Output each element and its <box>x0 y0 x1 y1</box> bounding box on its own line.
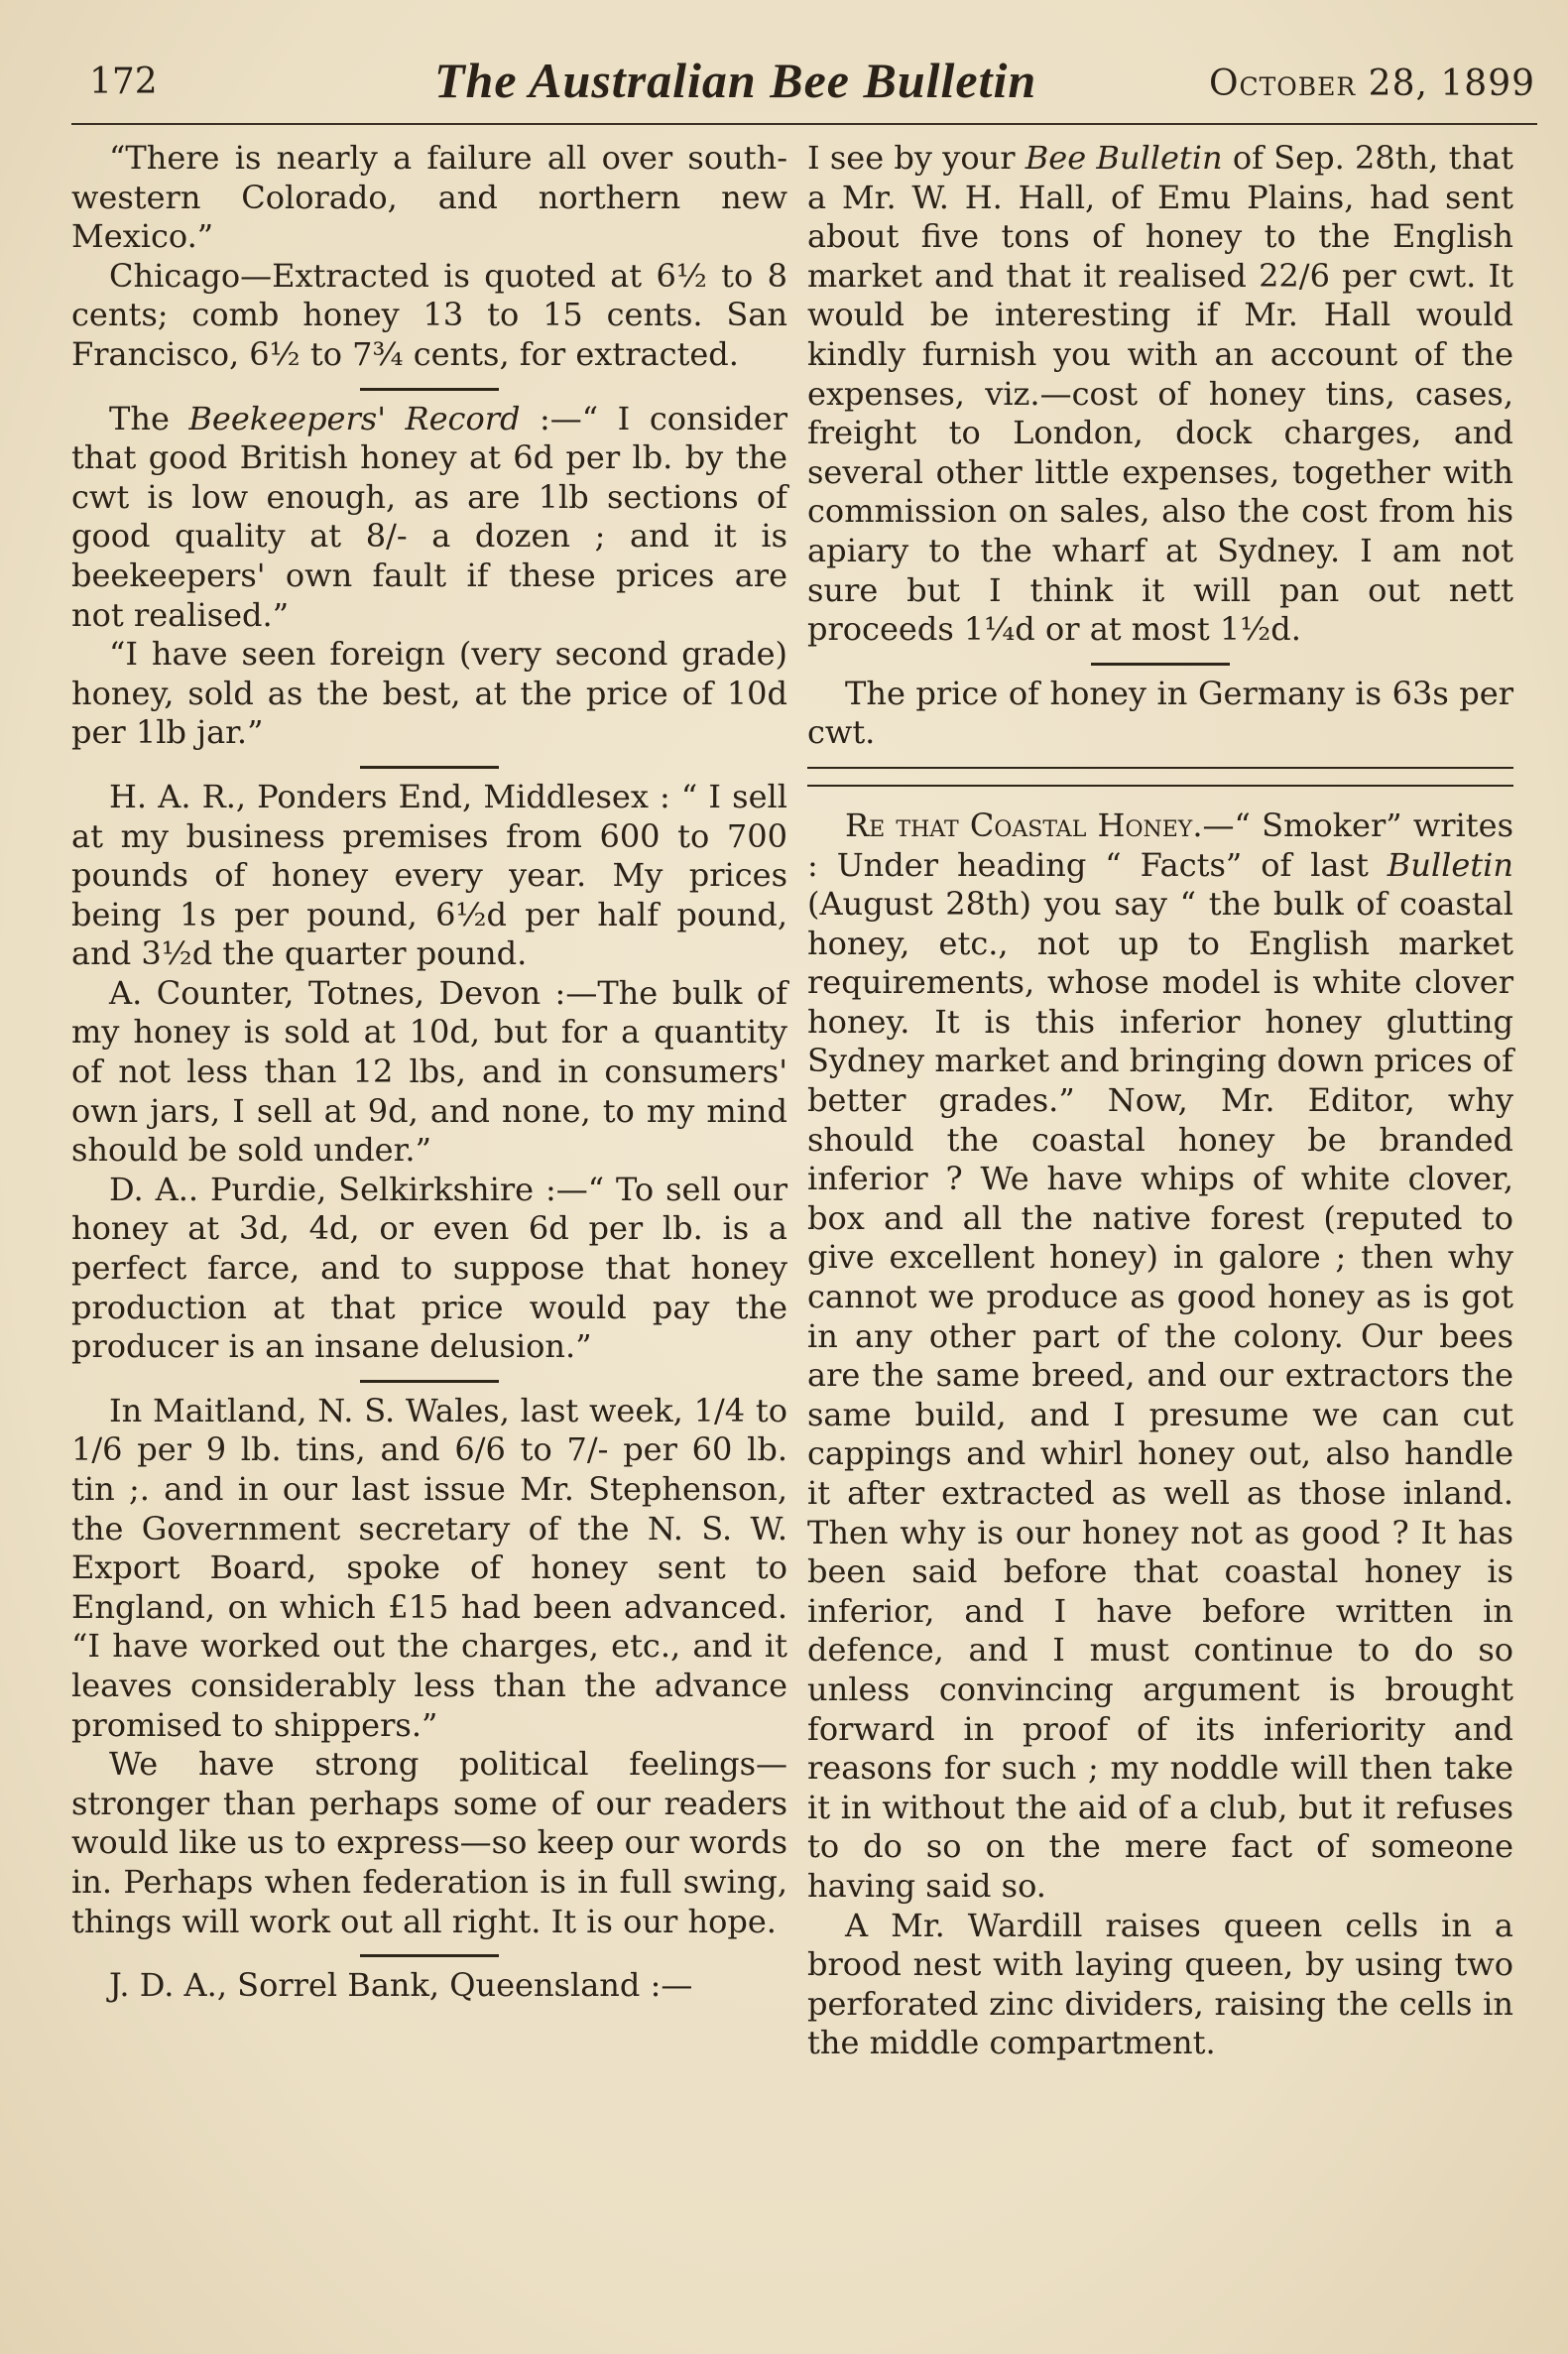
hall-before: I see by your <box>807 139 1025 177</box>
foreign-quote: “I have seen foreign (very second grade) honey, sold as the best, at the price of 10d per 1lb jar.” <box>71 635 787 752</box>
selkirkshire-paragraph: D. A.. Purdie, Selkirkshire :—“ To sell our honey at 3d, 4d, or even 6d per lb. is a perfect farce, and to suppose that honey production at that price would pay the producer is an insane delusion.” <box>71 1170 787 1366</box>
section-separator <box>71 753 787 778</box>
totnes-paragraph: A. Counter, Totnes, Devon :—The bulk of my honey is sold at 10d, but for a quantity of not less than 12 lbs, and in consumers' own jars, I sell at 9d, and none, to my mind should be sold under.” <box>71 973 787 1170</box>
header-rule <box>71 123 1537 125</box>
page-header <box>87 52 1535 121</box>
political-paragraph: We have strong political feelings—stronger than perhaps some of our readers would like us to express—so keep our words in. Perhaps when federation is in full swing, things will work out all right. It is our hope. <box>71 1745 787 1940</box>
coastal-paragraph <box>807 806 1513 1907</box>
double-rule-separator <box>807 753 1513 806</box>
left-column <box>71 139 787 2006</box>
section-separator <box>71 1941 787 1966</box>
chicago-prices: Chicago—Extracted is quoted at 6½ to 8 cents; comb honey 13 to 15 cents. San Francisco, 6½ to 7¾ cents, for extracted. <box>71 256 787 373</box>
record-prefix: The <box>109 399 189 437</box>
ponders-end-paragraph: H. A. R., Ponders End, Middlesex : “ I sell at my business premises from 600 to 700 pounds of honey every year. My prices being 1s per pound, 6½d per half pound, and 3½d the quarter pound. <box>71 777 787 973</box>
hall-italic: Bee Bulletin <box>1025 139 1223 177</box>
record-paragraph <box>71 400 787 636</box>
maitland-paragraph: In Maitland, N. S. Wales, last week, 1/4 to 1/6 per 9 lb. tins, and 6/6 to 7/- per 60 lb. tin ;. and in our last issue Mr. Stephenson, the Government secretary of the N. S. W. Export Board, spoke of honey sent to England, on which £15 had been advanced. “I have worked out the charges, etc., and it leaves considerably less than the advance promised to shippers.” <box>71 1391 787 1744</box>
colorado-quote: “There is nearly a failure all over south-western Colorado, and northern new Mexico.” <box>71 139 787 256</box>
coastal-heading: Re that Coastal Honey. <box>845 805 1203 844</box>
journal-title: The Australian Bee Bulletin <box>434 53 1037 108</box>
section-separator <box>71 1367 787 1392</box>
wardill-paragraph: A Mr. Wardill raises queen cells in a brood nest with laying queen, by using two perforated zinc dividers, raising the cells in the middle compartment. <box>807 1906 1513 2062</box>
coastal-a: —“ Smoker” writes : Under heading “ Facts” of last <box>807 805 1514 884</box>
coastal-b: (August 28th) you say “ the bulk of coastal honey, etc., not up to English market requirements, whose model is white clover honey. It is this inferior honey glutting Sydney market and bringing down prices of better grades.” Now, Mr. Editor, why should the coastal honey be branded inferior ? We have whips of white clover, box and all the native forest (reputed to give excellent honey) in galore ; then why cannot we produce as good honey as is got in any other part of the colony. Our bees are the same breed, and our extractors the same build, and I presume we can cut cappings and whirl honey out, also handle it after extracted as well as those inland. Then why is our honey not as good ? It has been said before that coastal honey is inferior, and I have before written in defence, and I must continue to do so unless convincing argument is brought forward in proof of its inferiority and reasons for such ; my noddle will then take it in without the aid of a club, but it refuses to do so on the mere fact of someone having said so. <box>807 885 1513 1905</box>
hall-paragraph <box>807 139 1513 650</box>
germany-paragraph: The price of honey in Germany is 63s per cwt. <box>807 674 1513 752</box>
record-text: :—“ I consider that good British honey at 6d per lb. by the cwt is low enough, as are 1lb sections of good quality at 8/- a dozen ; and it is beekeepers' own fault if these prices are not realised.” <box>71 399 788 634</box>
hall-after: of Sep. 28th, that a Mr. W. H. Hall, of Emu Plains, had sent about five tons of honey to the English market and that it realised 22/6 per cwt. It would be interesting if Mr. Hall would kindly furnish you with an account of the expenses, viz.—cost of honey tins, cases, freight to London, dock charges, and several other little expenses, together with commission on sales, also the cost from his apiary to the wharf at Sydney. I am not sure but I think it will pan out nett proceeds 1¼d or at most 1½d. <box>807 139 1514 649</box>
page-number: 172 <box>89 62 158 102</box>
coastal-italic: Bulletin <box>1387 845 1513 884</box>
section-separator <box>807 650 1513 675</box>
record-title: Beekeepers' Record <box>188 399 521 437</box>
section-separator <box>71 375 787 400</box>
right-column <box>807 139 1513 2063</box>
sorrel-bank-signature: J. D. A., Sorrel Bank, Queensland :— <box>109 1966 693 2005</box>
issue-date: October 28, 1899 <box>1208 63 1535 104</box>
